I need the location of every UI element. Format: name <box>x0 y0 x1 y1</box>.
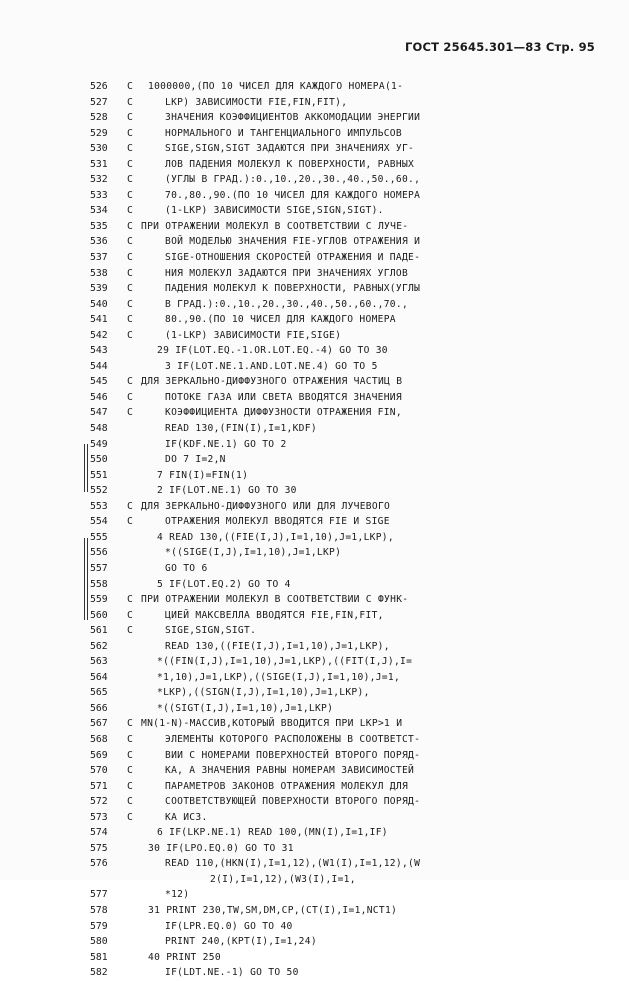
line-number: 563 <box>90 656 108 668</box>
code-line <box>0 716 629 732</box>
line-number: 562 <box>90 640 108 652</box>
comment-marker: C <box>127 749 133 761</box>
page-header: ГОСТ 25645.301—83 Стр. 95 <box>405 40 595 54</box>
comment-marker: C <box>127 796 133 808</box>
line-number: 565 <box>90 687 108 699</box>
code-line <box>0 312 629 328</box>
code-line <box>0 545 629 561</box>
line-number: 582 <box>90 967 108 979</box>
line-number: 544 <box>90 360 108 372</box>
line-number: 552 <box>90 485 108 497</box>
line-number: 543 <box>90 345 108 357</box>
code-line <box>0 965 629 981</box>
comment-marker: C <box>127 407 133 419</box>
code-line <box>0 79 629 95</box>
code-text: ПРИ ОТРАЖЕНИИ МОЛЕКУЛ В СООТВЕТСТВИИ С ЛУЧЕ- <box>141 220 409 232</box>
code-text: 2(I),I=1,12),(W3(I),I=1, <box>210 873 356 885</box>
code-text: (1-LKP) ЗАВИСИМОСТИ SIGE,SIGN,SIGT). <box>165 205 384 217</box>
code-text: *((FIN(I,J),I=1,10),J=1,LKP),((FIT(I,J),I= <box>157 656 413 668</box>
code-text: ЭЛЕМЕНТЫ КОТОРОГО РАСПОЛОЖЕНЫ В СООТВЕТСТ- <box>165 733 421 745</box>
code-line <box>0 903 629 919</box>
code-line <box>0 374 629 390</box>
line-number: 566 <box>90 702 108 714</box>
code-line <box>0 452 629 468</box>
code-text: ВОЙ МОДЕЛЬЮ ЗНАЧЕНИЯ FIE-УГЛОВ ОТРАЖЕНИЯ И <box>165 236 421 248</box>
code-line <box>0 126 629 142</box>
code-text: ДЛЯ ЗЕРКАЛЬНО-ДИФФУЗНОГО ИЛИ ДЛЯ ЛУЧЕВОГО <box>141 500 391 512</box>
code-text: КОЭФФИЦИЕНТА ДИФФУЗНОСТИ ОТРАЖЕНИЯ FIN, <box>165 407 402 419</box>
line-number: 575 <box>90 842 108 854</box>
code-line <box>0 950 629 966</box>
comment-marker: C <box>127 112 133 124</box>
code-text: GO TO 6 <box>165 562 208 574</box>
line-number: 571 <box>90 780 108 792</box>
code-text: *((SIGE(I,J),I=1,10),J=1,LKP) <box>165 547 342 559</box>
code-line <box>0 95 629 111</box>
line-number: 576 <box>90 858 108 870</box>
code-text: 5 IF(LOT.EQ.2) GO TO 4 <box>157 578 291 590</box>
line-number: 579 <box>90 920 108 932</box>
line-number: 533 <box>90 189 108 201</box>
code-line <box>0 934 629 950</box>
code-line <box>0 188 629 204</box>
line-number: 545 <box>90 376 108 388</box>
code-text: НОРМАЛЬНОГО И ТАНГЕНЦИАЛЬНОГО ИМПУЛЬСОВ <box>165 127 402 139</box>
code-line <box>0 390 629 406</box>
code-line <box>0 919 629 935</box>
comment-marker: C <box>127 143 133 155</box>
code-text: В ГРАД.):0.,10.,20.,30.,40.,50.,60.,70., <box>165 298 409 310</box>
code-text: СООТВЕТСТВУЮЩЕЙ ПОВЕРХНОСТИ ВТОРОГО ПОРЯД- <box>165 796 421 808</box>
code-line <box>0 499 629 515</box>
comment-marker: C <box>127 780 133 792</box>
code-text: 80.,90.(ПО 10 ЧИСЕЛ ДЛЯ КАЖДОГО НОМЕРА <box>165 314 396 326</box>
line-number: 581 <box>90 951 108 963</box>
code-text: ОТРАЖЕНИЯ МОЛЕКУЛ ВВОДЯТСЯ FIE И SIGE <box>165 516 390 528</box>
code-text: IF(LDT.NE.-1) GO TO 50 <box>165 967 299 979</box>
code-line <box>0 266 629 282</box>
code-line <box>0 281 629 297</box>
code-line <box>0 203 629 219</box>
line-number: 540 <box>90 298 108 310</box>
line-number: 572 <box>90 796 108 808</box>
line-number: 549 <box>90 438 108 450</box>
line-number: 546 <box>90 391 108 403</box>
comment-marker: C <box>127 329 133 341</box>
code-line <box>0 483 629 499</box>
code-line <box>0 685 629 701</box>
code-line <box>0 577 629 593</box>
code-text: 70.,80.,90.(ПО 10 ЧИСЕЛ ДЛЯ КАЖДОГО НОМЕРА <box>165 189 421 201</box>
line-number: 568 <box>90 733 108 745</box>
code-line <box>0 701 629 717</box>
code-text: 40 PRINT 250 <box>148 951 221 963</box>
code-text: ПАДЕНИЯ МОЛЕКУЛ К ПОВЕРХНОСТИ, РАВНЫХ(УГЛЫ <box>165 283 421 295</box>
code-line <box>0 234 629 250</box>
code-text: PRINT 240,(KPT(I),I=1,24) <box>165 936 317 948</box>
code-text: 31 PRINT 230,TW,SM,DM,CP,(CT(I),I=1,NCT1) <box>148 904 398 916</box>
code-text: DO 7 I=2,N <box>165 454 226 466</box>
code-line <box>0 794 629 810</box>
line-number: 555 <box>90 531 108 543</box>
code-line <box>0 732 629 748</box>
code-text: SIGE-ОТНОШЕНИЯ СКОРОСТЕЙ ОТРАЖЕНИЯ И ПАДЕ- <box>165 252 421 264</box>
line-number: 573 <box>90 811 108 823</box>
code-line <box>0 561 629 577</box>
code-text: ДЛЯ ЗЕРКАЛЬНО-ДИФФУЗНОГО ОТРАЖЕНИЯ ЧАСТИЦ В <box>141 376 403 388</box>
line-number: 570 <box>90 765 108 777</box>
comment-marker: C <box>127 609 133 621</box>
comment-marker: C <box>127 96 133 108</box>
code-text: SIGE,SIGN,SIGT ЗАДАЮТСЯ ПРИ ЗНАЧЕНИЯХ УГ- <box>165 143 415 155</box>
line-number: 556 <box>90 547 108 559</box>
line-number: 561 <box>90 625 108 637</box>
code-line <box>0 887 629 903</box>
code-line <box>0 468 629 484</box>
code-text: READ 110,(HKN(I),I=1,12),(W1(I),I=1,12),(W <box>165 858 421 870</box>
code-line <box>0 810 629 826</box>
line-number: 535 <box>90 220 108 232</box>
code-line <box>0 530 629 546</box>
code-line <box>0 670 629 686</box>
line-number: 532 <box>90 174 108 186</box>
code-text: LKP) ЗАВИСИМОСТИ FIE,FIN,FIT), <box>165 96 348 108</box>
code-text: *LKP),((SIGN(I,J),I=1,10),J=1,LKP), <box>157 687 370 699</box>
code-line <box>0 779 629 795</box>
comment-marker: C <box>127 298 133 310</box>
code-line <box>0 639 629 655</box>
line-number: 574 <box>90 827 108 839</box>
code-line <box>0 592 629 608</box>
code-line <box>0 172 629 188</box>
comment-marker: C <box>127 516 133 528</box>
comment-marker: C <box>127 158 133 170</box>
code-line <box>0 359 629 375</box>
code-text: 3 IF(LOT.NE.1.AND.LOT.NE.4) GO TO 5 <box>165 360 378 372</box>
code-text: ЦИЕЙ МАКСВЕЛЛА ВВОДЯТСЯ FIE,FIN,FIT, <box>165 609 384 621</box>
code-text: *((SIGT(I,J),I=1,10),J=1,LKP) <box>157 702 334 714</box>
line-number: 542 <box>90 329 108 341</box>
code-text: 4 READ 130,((FIE(I,J),I=1,10),J=1,LKP), <box>157 531 394 543</box>
code-text: 7 FIN(I)=FIN(1) <box>157 469 249 481</box>
comment-marker: C <box>127 127 133 139</box>
line-number: 578 <box>90 904 108 916</box>
comment-marker: C <box>127 205 133 217</box>
code-line <box>0 825 629 841</box>
code-text: ЛОВ ПАДЕНИЯ МОЛЕКУЛ К ПОВЕРХНОСТИ, РАВНЫХ <box>165 158 415 170</box>
line-number: 567 <box>90 718 108 730</box>
code-text: ПРИ ОТРАЖЕНИИ МОЛЕКУЛ В СООТВЕТСТВИИ С ФУНК- <box>141 594 409 606</box>
code-line <box>0 623 629 639</box>
code-line <box>0 608 629 624</box>
comment-marker: C <box>127 81 133 92</box>
code-text: ПОТОКЕ ГАЗА ИЛИ СВЕТА ВВОДЯТСЯ ЗНАЧЕНИЯ <box>165 391 402 403</box>
line-number: 529 <box>90 127 108 139</box>
code-text: КА ИСЗ. <box>165 811 208 823</box>
comment-marker: C <box>127 376 133 388</box>
code-text: 6 IF(LKP.NE.1) READ 100,(MN(I),I=1,IF) <box>157 827 388 839</box>
line-number: 548 <box>90 423 108 435</box>
code-line <box>0 856 629 872</box>
line-number: 559 <box>90 594 108 606</box>
code-line <box>0 297 629 313</box>
code-text: READ 130,(FIN(I),I=1,KDF) <box>165 423 317 435</box>
code-text: READ 130,((FIE(I,J),I=1,10),J=1,LKP), <box>165 640 390 652</box>
code-text: SIGE,SIGN,SIGT. <box>165 625 257 637</box>
code-text: 29 IF(LOT.EQ.-1.OR.LOT.EQ.-4) GO TO 30 <box>157 345 388 357</box>
line-number: 550 <box>90 454 108 466</box>
line-number: 539 <box>90 283 108 295</box>
code-text: MN(1-N)-МАССИВ,КОТОРЫЙ ВВОДИТСЯ ПРИ LKP>1 И <box>141 718 403 730</box>
code-line <box>0 841 629 857</box>
line-number: 530 <box>90 143 108 155</box>
code-line <box>0 343 629 359</box>
comment-marker: C <box>127 283 133 295</box>
code-text: ВИИ С НОМЕРАМИ ПОВЕРХНОСТЕЙ ВТОРОГО ПОРЯД- <box>165 749 421 761</box>
line-number: 577 <box>90 889 108 901</box>
code-line <box>0 157 629 173</box>
code-line <box>0 421 629 437</box>
line-number: 558 <box>90 578 108 590</box>
code-text: ПАРАМЕТРОВ ЗАКОНОВ ОТРАЖЕНИЯ МОЛЕКУЛ ДЛЯ <box>165 780 409 792</box>
code-text: 1000000,(ПО 10 ЧИСЕЛ ДЛЯ КАЖДОГО НОМЕРА(1- <box>148 81 404 92</box>
code-line <box>0 250 629 266</box>
line-number: 551 <box>90 469 108 481</box>
code-line <box>0 219 629 235</box>
code-line <box>0 748 629 764</box>
code-line <box>0 328 629 344</box>
code-line <box>0 437 629 453</box>
comment-marker: C <box>127 252 133 264</box>
code-line <box>0 514 629 530</box>
code-text: (1-LKP) ЗАВИСИМОСТИ FIE,SIGE) <box>165 329 342 341</box>
code-text: (УГЛЫ В ГРАД.):0.,10.,20.,30.,40.,50.,60., <box>165 174 421 186</box>
line-number: 527 <box>90 96 108 108</box>
line-number: 531 <box>90 158 108 170</box>
line-number: 538 <box>90 267 108 279</box>
line-number: 526 <box>90 81 108 92</box>
code-text: ЗНАЧЕНИЯ КОЭФФИЦИЕНТОВ АККОМОДАЦИИ ЭНЕРГИИ <box>165 112 421 124</box>
line-number: 560 <box>90 609 108 621</box>
line-number: 580 <box>90 936 108 948</box>
line-number: 564 <box>90 671 108 683</box>
code-text: КА, А ЗНАЧЕНИЯ РАВНЫ НОМЕРАМ ЗАВИСИМОСТЕЙ <box>165 765 415 777</box>
line-number: 553 <box>90 500 108 512</box>
code-line <box>0 654 629 670</box>
line-number: 547 <box>90 407 108 419</box>
code-text: *1,10),J=1,LKP),((SIGE(I,J),I=1,10),J=1, <box>157 671 401 683</box>
code-text: *12) <box>165 889 190 901</box>
comment-marker: C <box>127 174 133 186</box>
line-number: 569 <box>90 749 108 761</box>
line-number: 541 <box>90 314 108 326</box>
code-line <box>0 141 629 157</box>
comment-marker: C <box>127 391 133 403</box>
comment-marker: C <box>127 594 133 606</box>
comment-marker: C <box>127 220 133 232</box>
line-number: 534 <box>90 205 108 217</box>
line-number: 528 <box>90 112 108 124</box>
comment-marker: C <box>127 314 133 326</box>
comment-marker: C <box>127 500 133 512</box>
code-line <box>0 405 629 421</box>
comment-marker: C <box>127 625 133 637</box>
comment-marker: C <box>127 236 133 248</box>
line-number: 536 <box>90 236 108 248</box>
line-number: 554 <box>90 516 108 528</box>
comment-marker: C <box>127 267 133 279</box>
comment-marker: C <box>127 189 133 201</box>
code-text: IF(KDF.NE.1) GO TO 2 <box>165 438 287 450</box>
comment-marker: C <box>127 718 133 730</box>
code-text: IF(LPR.EQ.0) GO TO 40 <box>165 920 293 932</box>
comment-marker: C <box>127 811 133 823</box>
line-number: 557 <box>90 562 108 574</box>
code-line <box>0 763 629 779</box>
code-text: НИЯ МОЛЕКУЛ ЗАДАЮТСЯ ПРИ ЗНАЧЕНИЯХ УГЛОВ <box>165 267 409 279</box>
code-text: 30 IF(LPO.EQ.0) GO TO 31 <box>148 842 294 854</box>
code-listing <box>0 79 629 981</box>
comment-marker: C <box>127 765 133 777</box>
code-text: 2 IF(LOT.NE.1) GO TO 30 <box>157 485 297 497</box>
comment-marker: C <box>127 733 133 745</box>
code-line <box>0 110 629 126</box>
line-number: 537 <box>90 252 108 264</box>
